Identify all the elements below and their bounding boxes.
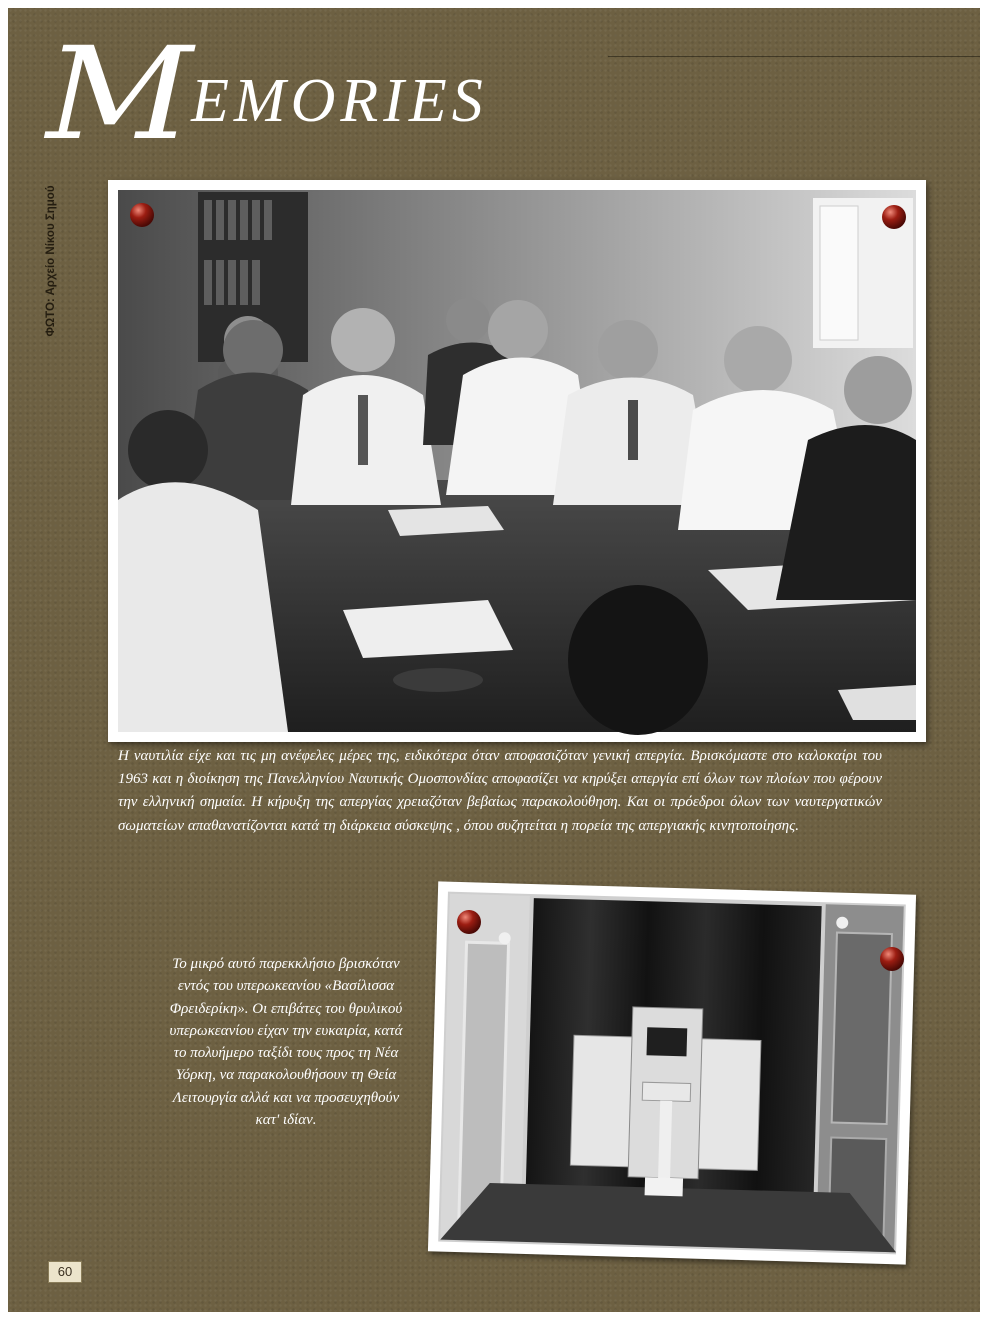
photo-credit-text: ΦΩΤΟ: Αρχείο Νίκου Σημού <box>45 185 57 337</box>
photo-credit <box>44 186 58 336</box>
chapel-photo <box>428 881 916 1264</box>
chapel-photo-image <box>428 881 916 1264</box>
page-title <box>46 20 488 169</box>
pushpin-icon <box>880 203 910 233</box>
title-initial: M <box>46 20 193 169</box>
meeting-photo-image <box>108 180 926 742</box>
pushpin-icon <box>455 908 485 938</box>
pushpin-icon <box>128 201 158 231</box>
pushpin-icon <box>878 945 908 975</box>
meeting-photo <box>108 180 926 742</box>
magazine-page <box>8 8 980 1312</box>
title-rest: EMORIES <box>191 67 488 135</box>
meeting-caption: Η ναυτιλία είχε και τις μη ανέφελες μέρες της, ειδικότερα όταν αποφασιζόταν γενική απεργία. Βρισκόμαστε στο καλοκαίρι του 1963 και η διοίκηση της Πανελληνίου Ναυτικής Ομοσπονδίας αποφασίζει να κηρύξει απεργία επί όλων των πλοίων που φέρουν την ελληνική σημαία. Η κήρυξη της απεργίας χρειαζόταν βεβαίως παρακολούθηση. Και οι πρόεδροι όλων των ναυτεργατικών σωματείων απαθανατίζονται κατά τη διάρκεια σύσκεψης , όπου συζητείται η πορεία της απεργιακής κινητοποίησης. <box>118 748 882 834</box>
header-rule <box>608 56 980 57</box>
page-number: 60 <box>48 1261 82 1283</box>
chapel-caption: Το μικρό αυτό παρεκκλήσιο βρισκόταν εντός του υπερωκεανίου «Βασίλισσα Φρειδερίκη». Οι επιβάτες του θρυλικού υπερωκεανίου είχαν την ευκαιρία, κατά το πολυήμερο ταξίδι τους προς τη Νέα Υόρκη, να παρακολουθήσουν τη Θεία Λειτουργία αλλά και να προσευχηθούν κατ' ιδίαν. <box>169 956 403 1129</box>
